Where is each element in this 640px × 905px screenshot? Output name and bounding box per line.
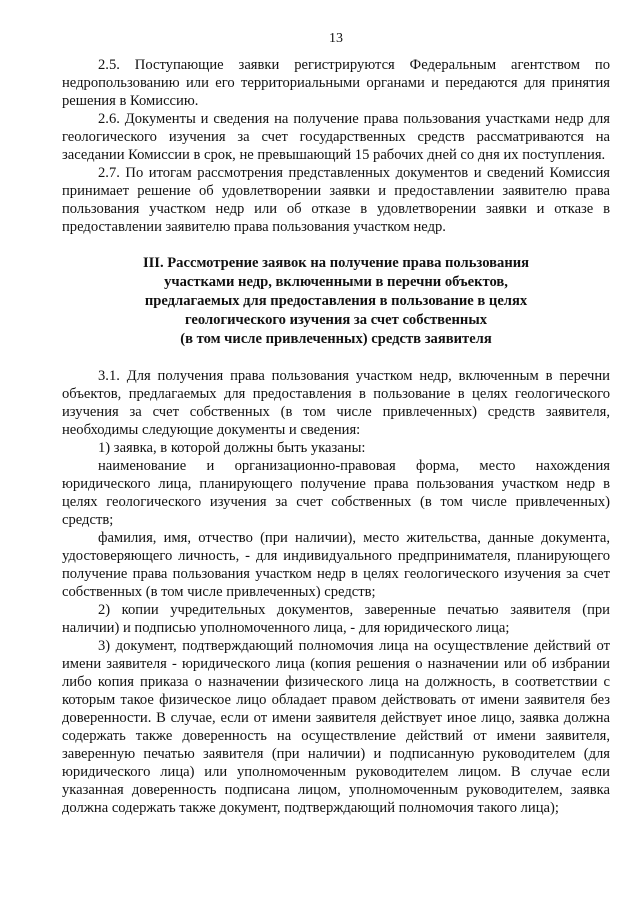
list-item-3: 3) документ, подтверждающий полномочия лица на осуществление действий от имени заявителя - юридического лица (копия решения о назначении или об избрании либо копия приказа о назначении физического лица на должность, в соответствии с которым такое физическое лицо обладает правом действовать от имени заявителя без доверенности. В случае, если от имени заявителя действует иное лицо, заявка должна содержать также доверенность на осуществление действий от имени заявителя, заверенную печатью заявителя (при наличии) и подписанную руководителем (для юридического лица) или уполномоченным руководителем лицом. В случае если указанная доверенность подписана лицом, уполномоченным руководителем, заявка должна содержать также документ, подтверждающий полномочия такого лица); <box>62 638 610 816</box>
section-title <box>62 254 610 349</box>
list-item-1-legal-entity: наименование и организационно-правовая форма, место нахождения юридического лица, планирующего получение права пользования участком недр в целях геологического изучения за счет собственных (в том числе привлеченных) средств; <box>62 458 610 528</box>
section-title-line: предлагаемых для предоставления в пользование в целях <box>144 293 528 309</box>
section-title-line: (в том числе привлеченных) средств заявителя <box>180 331 492 347</box>
list-item-2: 2) копии учредительных документов, заверенные печатью заявителя (при наличии) и подписью уполномоченного лица, - для юридического лица; <box>62 602 610 636</box>
page-number: 13 <box>329 31 343 46</box>
document-page <box>62 30 610 817</box>
paragraph-2-7: 2.7. По итогам рассмотрения представленных документов и сведений Комиссия принимает решение об удовлетворении заявки и предоставлении заявителю права пользования участком недр или об отказе в удовлетворении заявки и отказе в предоставлении заявителю права пользования участком недр. <box>62 165 610 235</box>
paragraph-2-5: 2.5. Поступающие заявки регистрируются Федеральным агентством по недропользованию или его территориальными органами и передаются для принятия решения в Комиссию. <box>62 57 610 109</box>
paragraph-3-1: 3.1. Для получения права пользования участком недр, включенным в перечни объектов, предлагаемых для предоставления в пользование в целях геологического изучения за счет собственных (в том числе привлеченных) средств заявителя, необходимы следующие документы и сведения: <box>62 368 610 438</box>
section-title-line: геологического изучения за счет собственных <box>184 312 488 328</box>
paragraph-2-6: 2.6. Документы и сведения на получение права пользования участками недр для геологического изучения за счет государственных средств рассматриваются на заседании Комиссии в срок, не превышающий 15 рабочих дней со дня их поступления. <box>62 111 610 163</box>
section-title-line: участками недр, включенными в перечни объектов, <box>164 274 508 290</box>
list-item-1-entrepreneur: фамилия, имя, отчество (при наличии), место жительства, данные документа, удостоверяющего личность, - для индивидуального предпринимателя, планирующего получение права пользования участком недр в целях геологического изучения за счет собственных (в том числе привлеченных) средств; <box>62 530 610 600</box>
section-title-line: III. Рассмотрение заявок на получение права пользования <box>142 255 530 271</box>
list-item-1: 1) заявка, в которой должны быть указаны: <box>98 440 366 456</box>
